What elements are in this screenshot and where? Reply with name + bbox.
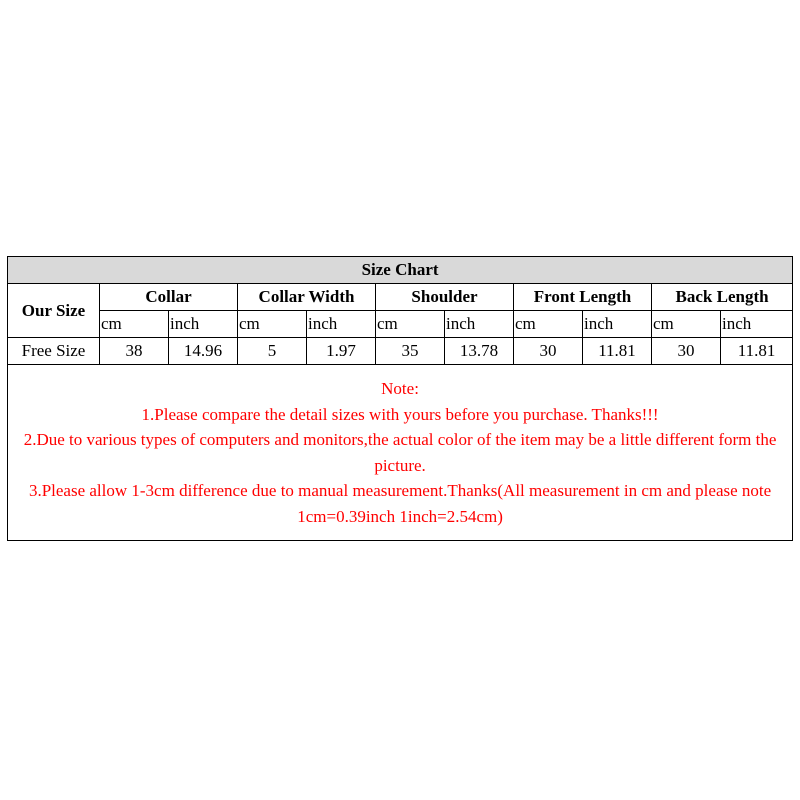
table-cell: 13.78	[445, 338, 514, 365]
group-header-collar: Collar	[100, 284, 238, 311]
group-header-row	[8, 284, 793, 311]
unit-header: inch	[583, 311, 652, 338]
group-header-back-length: Back Length	[652, 284, 793, 311]
our-size-header: Our Size	[8, 284, 100, 338]
table-cell: 38	[100, 338, 169, 365]
size-chart-table	[7, 256, 793, 541]
group-header-collar-width: Collar Width	[238, 284, 376, 311]
note-line: 1.Please compare the detail sizes with yours before you purchase. Thanks!!!	[141, 404, 659, 424]
unit-header: inch	[307, 311, 376, 338]
group-header-shoulder: Shoulder	[376, 284, 514, 311]
unit-header: cm	[652, 311, 721, 338]
table-cell: 1.97	[307, 338, 376, 365]
unit-header: cm	[238, 311, 307, 338]
table-row	[8, 338, 793, 365]
table-cell: 35	[376, 338, 445, 365]
group-header-front-length: Front Length	[514, 284, 652, 311]
table-cell: 11.81	[721, 338, 793, 365]
size-chart-title: Size Chart	[8, 257, 793, 284]
note-line: 3.Please allow 1-3cm difference due to manual measurement.Thanks(All measurement in cm and please note 1cm=0.39inch 1inch=2.54cm)	[28, 481, 772, 526]
notes-row	[8, 365, 793, 541]
table-cell: 5	[238, 338, 307, 365]
unit-header: cm	[376, 311, 445, 338]
table-cell: 30	[652, 338, 721, 365]
unit-header: cm	[100, 311, 169, 338]
notes-box	[8, 365, 793, 541]
unit-header: inch	[445, 311, 514, 338]
unit-header-row	[8, 311, 793, 338]
unit-header: inch	[721, 311, 793, 338]
notes-heading: Note:	[381, 379, 419, 398]
title-row	[8, 257, 793, 284]
table-cell: 11.81	[583, 338, 652, 365]
table-cell: 14.96	[169, 338, 238, 365]
table-cell: 30	[514, 338, 583, 365]
note-line: 2.Due to various types of computers and monitors,the actual color of the item may be a little different form the picture.	[23, 430, 777, 475]
unit-header: inch	[169, 311, 238, 338]
unit-header: cm	[514, 311, 583, 338]
size-label: Free Size	[8, 338, 100, 365]
